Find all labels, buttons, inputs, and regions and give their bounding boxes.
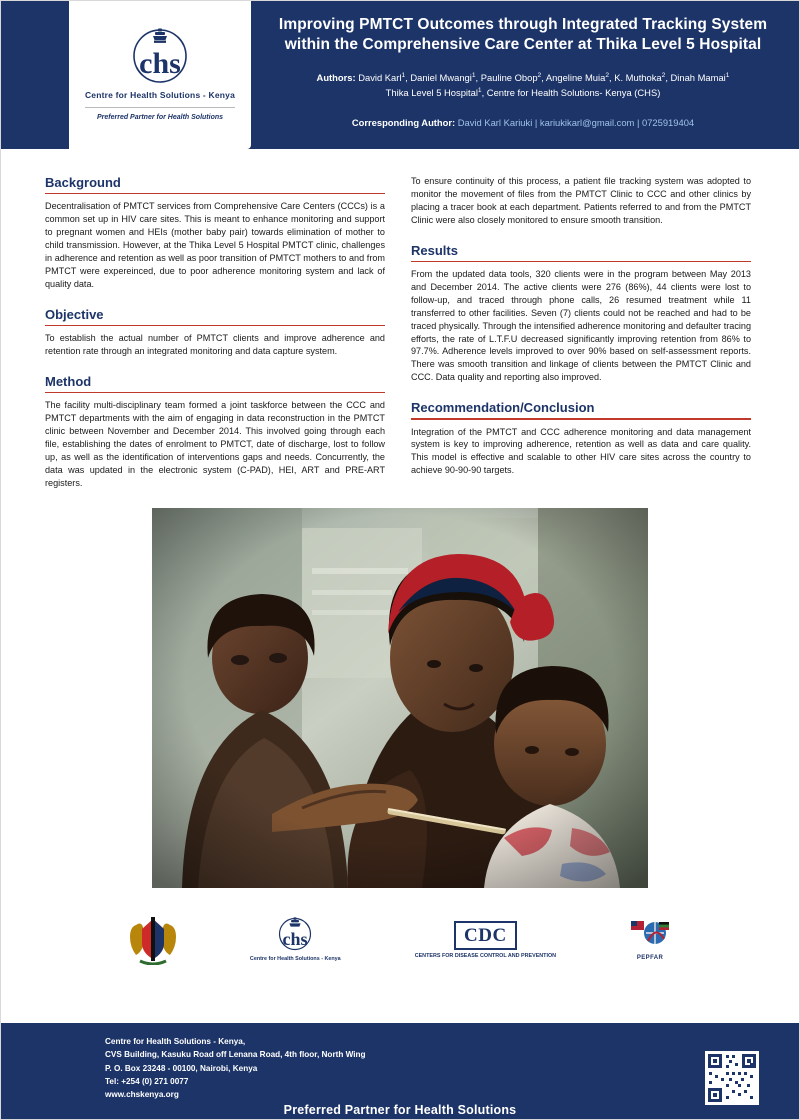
footer-address-line-3: P. O. Box 23248 - 00100, Nairobi, Kenya <box>105 1063 258 1073</box>
authors-names: David Karl$^1$, Daniel Mwangi$^1$, Pauline Obop$^2$, Angeline Muia$^2$, K. Muthoka$^2$, Dinah Mamai$^1$ <box>358 72 730 84</box>
chs-logo <box>69 1 251 149</box>
section-rule <box>45 325 385 326</box>
affiliations-line: Thika Level 5 Hospital$^1$, Centre for Health Solutions- Kenya (CHS) <box>385 86 661 99</box>
section-title-results: Results <box>411 242 458 258</box>
corresponding-label: Corresponding Author: <box>351 116 456 128</box>
column-right <box>411 175 751 490</box>
footer-tagline: Preferred Partner for Health Solutions <box>283 1103 517 1117</box>
poster-title: Improving PMTCT Outcomes through Integrated Tracking System within the Comprehensive Care Center at Thika Level 5 Hospital <box>278 16 768 54</box>
section-title-method: Method <box>45 373 92 389</box>
authors-line <box>265 71 781 86</box>
chs-partner-logo <box>250 917 341 962</box>
section-rule <box>45 193 385 194</box>
svg-text:chs: chs <box>139 46 181 80</box>
section-rule <box>411 261 751 262</box>
section-rule <box>45 392 385 393</box>
clinic-photo <box>152 508 648 888</box>
footer-website[interactable]: www.chskenya.org <box>105 1090 179 1100</box>
cdc-subtitle: CENTERS FOR DISEASE CONTROL AND PREVENTION <box>414 952 557 959</box>
cdc-wordmark: CDC <box>464 924 507 946</box>
section-body-recommendation: Integration of the PMTCT and CCC adherence monitoring and data management system is key to improving adherence, retention as well as data and care quality. This model is effective and scalable to other HIV care sites across the country to achieve 90-90-90 targets. <box>411 426 751 476</box>
partner-logos <box>1 912 799 968</box>
poster-photo-wrapper <box>1 508 799 888</box>
poster-footer <box>1 1023 799 1119</box>
pepfar-logo <box>630 919 670 961</box>
section-body-background: Decentralisation of PMTCT services from Comprehensive Care Centers (CCCs) is a common set up in HIV care sites. This is meant to enhance monitoring and support to pregnant women and HEIs (mother baby pair) towards elimination of mother to child transmission. However, at the Thika Level 5 Hospital PMTCT clinic, challenges in adherence and retention as well as poor transition of PMTCT mothers to and from PMTCT were expereinced, due to poor adherence monitoring system and lack of quality data. <box>45 201 385 289</box>
section-body-method: The facility multi-disciplinary team formed a joint taskforce between the CCC and PMTCT departments with the aim of engaging in data reconstruction in the PMTCT clinic between November and December 2014. This involved going through each file, establishing the dates of enrolment to PMTCT, date of discharge, lost to follow up, as well as the identification of interventions gaps and needs. Concurrently, the data was updated in the electronic system (C-PAD), HEI, ART and PRE-ART registers. <box>45 400 385 488</box>
section-body-objective: To establish the actual number of PMTCT clients and improve adherence and retention rate through an integrated monitoring and data capture system. <box>45 333 385 357</box>
svg-text:chs: chs <box>282 929 308 950</box>
coat-of-arms-icon <box>130 915 176 965</box>
section-rule <box>411 418 751 419</box>
column-left <box>45 175 385 490</box>
section-title-objective: Objective <box>45 306 104 322</box>
corresponding-author <box>265 117 781 128</box>
chs-logo-name: Centre for Health Solutions - Kenya <box>84 89 236 100</box>
footer-address-line-2: CVS Building, Kasuku Road off Lenana Road, 4th floor, North Wing <box>105 1050 366 1060</box>
footer-phone: Tel: +254 (0) 271 0077 <box>105 1076 189 1086</box>
chs-logo-icon <box>123 28 197 86</box>
footer-address-line-1: Centre for Health Solutions - Kenya, <box>105 1037 246 1046</box>
cdc-logo <box>415 921 556 959</box>
kenya-coat-of-arms-logo <box>130 915 176 965</box>
cdc-logo-box <box>454 921 517 950</box>
logo-divider <box>85 107 235 108</box>
pepfar-wordmark: PEPFAR <box>636 954 664 961</box>
poster-body <box>1 149 799 490</box>
section-body-method-continued: To ensure continuity of this process, a patient file tracking system was adopted to monitor the movement of files from the PMTCT Clinic to CCC and other clinics by placing a tracer book at each department. Patients referred to and from the PMTCT Clinic were also closely monitored to ensure smooth transition. <box>411 176 751 225</box>
section-title-background: Background <box>45 175 121 190</box>
chs-partner-logo-name: Centre for Health Solutions - Kenya <box>249 956 341 963</box>
authors-label: Authors: <box>316 72 356 84</box>
corresponding-value[interactable]: David Karl Kariuki | kariukikarl@gmail.com | 0725919404 <box>457 116 695 128</box>
pepfar-icon <box>630 919 670 953</box>
section-body-results: From the updated data tools, 320 clients were in the program between May 2013 and December 2014. The active clients were 276 (86%), 44 clients were lost to follow-up, and traced through phone calls, 26 resumed treatment while 11 transferred to other facilities. Seven (7) clients could not be reached and had to be traced physically. Through the intensified adherence monitoring and defaulter tracing efforts, the rate of L.T.F.U decreased significantly improving retention from 86% to 97.7%. Adherence levels improved to over 90% based on self-assessment reports. There was smooth transition and linkage of clients between the PMTCT Clinic and CCC. Data quality and reporting also improved. <box>411 269 751 383</box>
qr-code[interactable] <box>705 1051 759 1105</box>
chs-icon <box>273 917 317 953</box>
poster-header <box>1 1 799 149</box>
header-text-block <box>251 1 799 149</box>
section-title-recommendation: Recommendation/Conclusion <box>411 400 595 416</box>
authors-block <box>265 71 781 100</box>
chs-logo-tagline: Preferred Partner for Health Solutions <box>96 113 224 121</box>
